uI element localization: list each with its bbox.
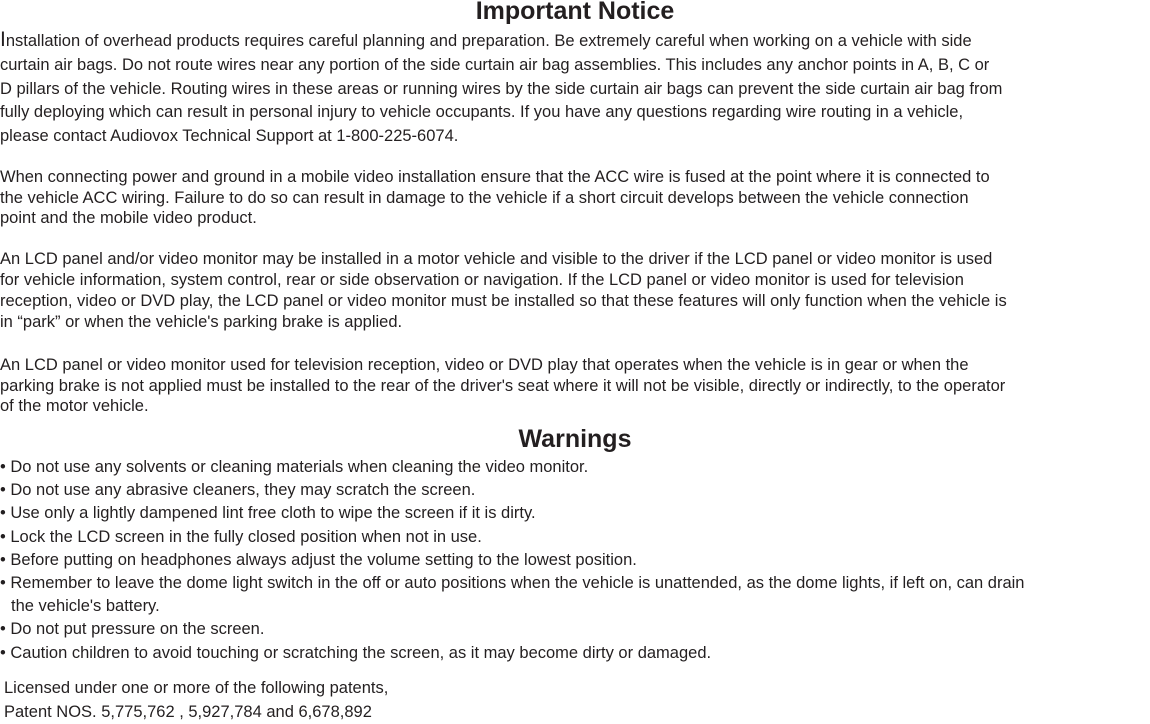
warning-text: Before putting on headphones always adjust the volume setting to the lowest position. (10, 551, 636, 569)
patent-notice (4, 677, 388, 724)
paragraph-line: An LCD panel or video monitor used for television reception, video or DVD play that operates when the vehicle is in gear or when the (0, 355, 1150, 376)
list-item (0, 456, 1150, 479)
warning-text: Use only a lightly dampened lint free cloth to wipe the screen if it is dirty. (10, 504, 535, 522)
paragraph-line (0, 28, 1150, 54)
notice-paragraph-lcd-visible-driver (0, 249, 1150, 333)
paragraph-line: reception, video or DVD play, the LCD panel or video monitor must be installed so that these features will only function when the vehicle is (0, 291, 1150, 312)
paragraph-line: the vehicle ACC wiring. Failure to do so can result in damage to the vehicle if a short circuit develops between the vehicle connection (0, 188, 1150, 209)
bullet-icon: • (0, 456, 6, 479)
list-item (0, 526, 1150, 549)
notice-paragraph-lcd-rear-install (0, 355, 1150, 417)
patent-license-line: Licensed under one or more of the following patents, (4, 677, 388, 701)
drop-initial: I (0, 28, 6, 51)
list-item (0, 618, 1150, 641)
paragraph-line: parking brake is not applied must be installed to the rear of the driver's seat where it will not be visible, directly or indirectly, to the operator (0, 376, 1150, 397)
paragraph-line: fully deploying which can result in personal injury to vehicle occupants. If you have any questions regarding wire routing in a vehicle, (0, 101, 1150, 125)
bullet-icon: • (0, 642, 6, 665)
paragraph-line: curtain air bags. Do not route wires near any portion of the side curtain air bag assemblies. This includes any anchor points in A, B, C or (0, 54, 1150, 78)
warning-text: Do not use any solvents or cleaning materials when cleaning the video monitor. (10, 458, 588, 476)
warning-text: Lock the LCD screen in the fully closed position when not in use. (10, 528, 481, 546)
paragraph-line: An LCD panel and/or video monitor may be installed in a motor vehicle and visible to the driver if the LCD panel or video monitor is used (0, 249, 1150, 270)
warning-text: Do not use any abrasive cleaners, they may scratch the screen. (10, 481, 475, 499)
paragraph-line: in “park” or when the vehicle's parking brake is applied. (0, 312, 1150, 333)
warnings-list (0, 456, 1150, 665)
warning-text: Do not put pressure on the screen. (10, 620, 264, 638)
important-notice-title: Important Notice (0, 0, 1150, 24)
bullet-icon: • (0, 479, 6, 502)
paragraph-line: of the motor vehicle. (0, 396, 1150, 417)
patent-numbers-line: Patent NOS. 5,775,762 , 5,927,784 and 6,678,892 (4, 701, 388, 724)
list-item (0, 479, 1150, 502)
bullet-icon: • (0, 526, 6, 549)
warning-text: Caution children to avoid touching or scratching the screen, as it may become dirty or damaged. (10, 644, 711, 662)
paragraph-line: point and the mobile video product. (0, 208, 1150, 229)
paragraph-line: When connecting power and ground in a mobile video installation ensure that the ACC wire is fused at the point where it is connected to (0, 167, 1150, 188)
warning-text-continuation: the vehicle's battery. (0, 595, 1150, 618)
list-item (0, 572, 1150, 618)
notice-paragraph-acc-wire (0, 167, 1150, 229)
bullet-icon: • (0, 549, 6, 572)
paragraph-line: D pillars of the vehicle. Routing wires in these areas or running wires by the side curtain air bags can prevent the side curtain air bag from (0, 78, 1150, 102)
warnings-title: Warnings (0, 427, 1150, 452)
list-item (0, 549, 1150, 572)
paragraph-line: please contact Audiovox Technical Support at 1-800-225-6074. (0, 125, 1150, 149)
warning-text: Remember to leave the dome light switch in the off or auto positions when the vehicle is unattended, as the dome lights, if left on, can drain (10, 574, 1024, 592)
bullet-icon: • (0, 572, 6, 595)
list-item (0, 502, 1150, 525)
line-text: nstallation of overhead products requires careful planning and preparation. Be extremely careful when working on a vehicle with side (6, 32, 972, 50)
notice-paragraph-air-bags (0, 28, 1150, 148)
paragraph-line: for vehicle information, system control, rear or side observation or navigation. If the LCD panel or video monitor is used for television (0, 270, 1150, 291)
list-item (0, 642, 1150, 665)
bullet-icon: • (0, 502, 6, 525)
bullet-icon: • (0, 618, 6, 641)
